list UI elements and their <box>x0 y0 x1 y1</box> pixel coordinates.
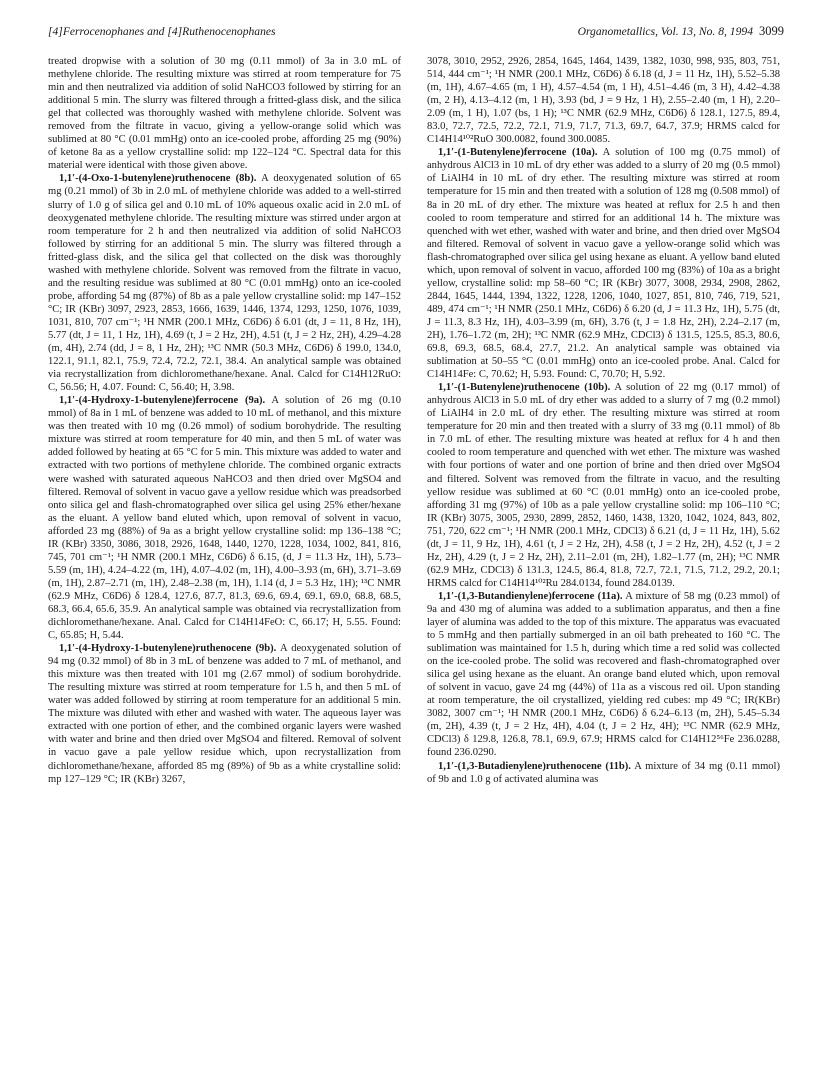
paragraph-text: A deoxygenated solution of 65 mg (0.21 mmol) of 3b in 2.0 mL of methylene chloride was added to a well-stirred slurry of 1.0 g of silica gel and 0.10 mL of 10% aqueous oxalic acid in 2.0 mL of deoxygenated methylene chloride. The resulting mixture was stirred under argon at room temperature for 2 h and then neutralized via addition of solid NaHCO3 followed by stirring for an additional 5 min. The slurry was filtered through a fritted-glass disk, and the silica gel that collected on the disk was thoroughly washed with methylene chloride. Solvent was removed from the filtrate in vacuo, and the resulting residue was sublimed at 80 °C (0.01 mmHg) onto an ice-cooled probe, affording 54 mg (87%) of 8b as a pale yellow crystalline solid: mp 147–152 °C; IR (KBr) 3097, 2923, 2853, 1666, 1639, 1446, 1374, 1293, 1250, 1076, 1039, 1031, 810, 707 cm⁻¹; ¹H NMR (200.1 MHz, C6D6) δ 6.01 (dt, J = 11, 8 Hz, 1H), 5.77 (dt, J = 11, 1 Hz, 1H), 4.69 (t, J = 2 Hz, 2H), 4.51 (t, J = 2 Hz, 2H), 4.29–4.28 (m, 4H), 2.74 (dd, J = 8, 1 Hz, 2H); ¹³C NMR (50.3 MHz, C6D6) δ 199.0, 134.0, 122.1, 91.1, 82.1, 75.9, 72.4, 72.2, 72.1, 38.4. An analytical sample was obtained via recrystallization from dichloromethane/hexane. Anal. Calcd for C14H12RuO: C, 56.56; H, 4.07. Found: C, 56.40; H, 3.98. <box>48 173 401 394</box>
paragraph-text: A solution of 26 mg (0.10 mmol) of 8a in 1 mL of benzene was added to 10 mL of methanol, and this mixture was then treated with 10 mg (0.26 mmol) of sodium borohydride. The resulting mixture was stirred at room temperature for 40 min, and then 5 mL of water was added followed by heating at 65 °C for 5 min. This mixture was added to water and extracted with two portions of methylene chloride. The combined organic extracts were washed with saturated aqueous NaHCO3 and then dried over MgSO4 and filtered. Removal of solvent in vacuo gave a yellow residue which was preadsorbed onto silica gel and flash-chromatographed over silica gel using 25% ether/hexane as the eluant. A yellow band eluted which, upon removal of solvent in vacuo, afforded 23 mg (88%) of 9a as a bright yellow crystalline solid: mp 136–138 °C; IR (KBr) 3350, 3086, 3018, 2926, 1648, 1440, 1270, 1228, 1034, 1002, 841, 816, 745, 701 cm⁻¹; ¹H NMR (200.1 MHz, C6D6) δ 6.15, (d, J = 11.3 Hz, 1H), 5.73–5.59 (m, 1H), 4.24–4.22 (m, 1H), 4.07–4.02 (m, 1H), 4.00–3.93 (m, 6H), 3.71–3.69 (m, 1H), 2.87–2.71 (m, 1H), 2.48–2.38 (m, 1H), 1.14 (d, J = 5.3 Hz, 1H); ¹³C NMR (62.9 MHz, C6D6) δ 128.4, 127.6, 87.7, 81.3, 69.6, 69.4, 69.1, 69.0, 68.8, 68.5, 68.3, 66.4, 65.6, 35.9. An analytical sample was obtained via recrystallization from dichloromethane/hexane. Anal. Calcd for C14H14FeO: C, 66.17; H, 5.55. Found: C, 65.85; H, 5.44. <box>48 395 401 642</box>
paragraph-text: A solution of 22 mg (0.17 mmol) of anhydrous AlCl3 in 5.0 mL of dry ether was added to a slurry of 7 mg (0.2 mmol) of LiAlH4 in 2.0 mL of dry ether. The resulting mixture was stirred at room temperature for 20 min and then treated with a slurry of 33 mg (0.11 mmol) of 8b in 7.0 mL of ether. The resulting mixture was heated at reflux for 4 h and then cooled to room temperature and quenched with wet ether. The mixture was washed with four portions of water and one portion of brine and then dried over MgSO4 and filtered. Solvent was removed from the filtrate in vacuo, and the resulting yellow residue was sublimed at 60 °C (0.01 mmHg) onto an ice-cooled probe, affording 31 mg (97%) of 10b as a pale yellow crystalline solid: mp 106–110 °C; IR (KBr) 3075, 3005, 2930, 2899, 2852, 1460, 1438, 1320, 1042, 1024, 843, 802, 751, 720, 622 cm⁻¹; ¹H NMR (200.1 MHz, CDCl3) δ 6.21 (d, J = 11 Hz, 1H), 5.62 (dt, J = 11, 9 Hz, 1H), 4.61 (t, J = 2 Hz, 2H), 4.58 (t, J = 2 Hz, 2H), 4.52 (t, J = 2 Hz, 2H), 4.29 (t, J = 2 Hz, 2H), 2.11–2.01 (m, 2H), 1.82–1.77 (m, 2H); ¹³C NMR (62.9 MHz, CDCl3) δ 131.3, 124.5, 86.4, 81.8, 72.7, 72.1, 71.5, 71.2, 29.2, 20.1; HRMS calcd for C14H14¹⁰²Ru 284.0134, found 284.0139. <box>427 382 781 589</box>
running-header <box>48 24 784 42</box>
running-title: [4]Ferrocenophanes and [4]Ruthenocenophanes <box>48 25 276 38</box>
left-column <box>48 55 401 786</box>
paragraph <box>427 146 780 381</box>
paragraph <box>48 55 401 172</box>
paragraph-text: A mixture of 34 mg (0.11 mmol) of 9b and 1.0 g of activated alumina was <box>427 760 780 785</box>
paragraph <box>427 760 780 786</box>
paragraph <box>427 55 780 146</box>
paragraph-text: A deoxygenated solution of 94 mg (0.32 mmol) of 8b in 3 mL of benzene was added to 7 mL of methanol, and this mixture was then treated with 101 mg (2.67 mmol) of sodium borohydride. The resulting mixture was stirred at room temperature for 1.5 h, and then 5 mL of water was added followed by stirring at room temperature for an additional 5 min. The mixture was diluted with ether and washed with water. The aqueous layer was extracted with one portion of ether, and the combined organic layers were washed with water and brine and then dried over MgSO4 and filtered. Removal of solvent in vacuo gave a pale yellow residue which, upon recrystallization from dichloromethane/hexane, afforded 85 mg (89%) of 9b as a white crystalline solid: mp 127–129 °C; IR (KBr) 3267, <box>48 643 401 785</box>
paragraph-heading: 1,1′-(4-Hydroxy-1-butenylene)ruthenocene (9b). <box>59 643 277 655</box>
paragraph-heading: 1,1′-(1-Butenylene)ruthenocene (10b). <box>438 382 611 394</box>
paragraph <box>427 590 780 760</box>
paragraph-heading: 1,1′-(4-Oxo-1-butenylene)ruthenocene (8b). <box>59 173 257 185</box>
paragraph <box>427 381 780 590</box>
paragraph-heading: 1,1′-(1-Butenylene)ferrocene (10a). <box>438 147 598 159</box>
paragraph-heading: 1,1′-(1,3-Butandienylene)ferrocene (11a). <box>438 590 623 602</box>
paragraph-text: A mixture of 58 mg (0.23 mmol) of 9a and 430 mg of alumina was added to a sublimation apparatus, and then a fine layer of alumina was added to the top of this mixture. The apparatus was evacuated to 5 mmHg and then partially submerged in an oil bath preheated to 160 °C. The sublimation was maintained for 1.5 h, during which time a red solid was collected on the ice-cooled probe. The solid was recovered and flash-chromatographed over silica gel using hexane as the eluant. An orange band eluted which, upon removal of solvent in vacuo, gave 24 mg (44%) of 11a as a viscous red oil. Upon standing at room temperature, the oil crystallized, yielding red cubes: mp 49 °C; IR(KBr) 3082, 3007 cm⁻¹; ¹H NMR (200.1 MHz, C6D6) δ 6.24–6.13 (m, 2H), 5.45–5.34 (m, 2H), 4.39 (t, J = 2 Hz, 4H), 4.04 (t, J = 2 Hz, 4H); ¹³C NMR (62.9 MHz, CDCl3) δ 129.8, 126.8, 78.1, 69.9, 67.9; HRMS calcd for C14H12⁵⁶Fe 236.0288, found 236.0290. <box>427 590 781 759</box>
paragraph-heading: 1,1′-(4-Hydroxy-1-butenylene)ferrocene (9a). <box>59 395 266 407</box>
paragraph-text: 3078, 3010, 2952, 2926, 2854, 1645, 1464, 1439, 1382, 1030, 998, 935, 803, 751, 514, 444 cm⁻¹; ¹H NMR (200.1 MHz, C6D6) δ 6.18 (d, J = 11 Hz, 1H), 5.52–5.38 (m, 1H), 4.67–4.65 (m, 1 H), 4.57–4.54 (m, 1 H), 4.51–4.46 (m, 3 H), 4.42–4.38 (m, 2 H), 4.13–4.12 (m, 1 H), 3.93 (bd, J = 9 Hz, 1 H), 2.55–2.40 (m, 1 H), 2.20–2.09 (m, 1 H), 1.07 (bs, 1 H); ¹³C NMR (62.9 MHz, C6D6) δ 128.1, 127.5, 89.4, 83.0, 72.7, 72.5, 72.2, 72.1, 71.9, 71.7, 71.3, 69.7, 64.7, 37.9; HRMS calcd for C14H14¹⁰²RuO 300.0082, found 300.0085. <box>427 56 780 146</box>
page-number: 3099 <box>759 24 784 38</box>
paragraph-text: A solution of 100 mg (0.75 mmol) of anhydrous AlCl3 in 10 mL of dry ether was added to a slurry of 20 mg (0.5 mmol) of LiAlH4 in 10 mL of dry ether. The resulting mixture was stirred at room temperature for 15 min and then treated with a solution of 128 mg (0.508 mmol) of 8a in 20 mL of dry ether. The mixture was heated at reflux for 2.5 h and then cooled to room temperature and stirred for an additional 14 h. The mixture was quenched with wet ether, washed with water and brine, and then dried over MgSO4 and filtered. Removal of solvent in vacuo gave a yellow-orange solid which was flash-chromatographed over silica gel using hexane as eluant. A yellow band eluted which, upon removal of solvent in vacuo, afforded 100 mg (83%) of 10a as a bright yellow, crystalline solid: mp 58–60 °C; IR (KBr) 3077, 3008, 2934, 2908, 2862, 2844, 1645, 1444, 1394, 1322, 1228, 1206, 1040, 1027, 851, 810, 746, 719, 521, 489, 474 cm⁻¹; ¹H NMR (250.1 MHz, C6D6) δ 6.20 (d, J = 11.3 Hz, 1H), 5.75 (dt, J = 11.3, 8.3 Hz, 1H), 4.03–3.99 (m, 6H), 3.76 (t, J = 1.8 Hz, 2H), 2.24–2.17 (m, 2H), 1.76–1.72 (m, 2H); ¹³C NMR (62.9 MHz, CDCl3) δ 131.5, 125.5, 85.3, 80.6, 69.8, 69.3, 68.5, 68.4, 27.7, 21.2. An analytical sample was obtained via sublimation at 50–55 °C (0.01 mmHg) onto an ice-cooled probe. Anal. Calcd for C14H14Fe: C, 70.62; H, 5.93. Found: C, 70.70; H, 5.92. <box>427 147 780 381</box>
paragraph-heading: 1,1′-(1,3-Butadienylene)ruthenocene (11b). <box>438 760 631 772</box>
journal-citation <box>578 24 784 39</box>
paragraph <box>48 172 401 394</box>
journal-name: Organometallics, Vol. 13, No. 8, 1994 <box>577 25 753 38</box>
right-column <box>427 55 780 786</box>
paragraph <box>48 642 401 786</box>
paragraph-text: treated dropwise with a solution of 30 mg (0.11 mmol) of 3a in 3.0 mL of methylene chloride. The resulting mixture was stirred at room temperature for 75 min and then neutralized via addition of solid NaHCO3 followed by stirring for an additional 5 min. The slurry was filtered through a fritted-glass disk, and the silica gel that collected was thoroughly washed with methylene chloride. Solvent was removed from the filtrate in vacuo, giving a yellow-orange solid which was sublimed at 80 °C (0.01 mmHg) onto an ice-cooled probe, affording 25 mg (90%) of ketone 8a as a yellow crystalline solid: mp 122–124 °C. Spectral data for this material were identical with those given above. <box>48 56 401 172</box>
paragraph <box>48 394 401 642</box>
